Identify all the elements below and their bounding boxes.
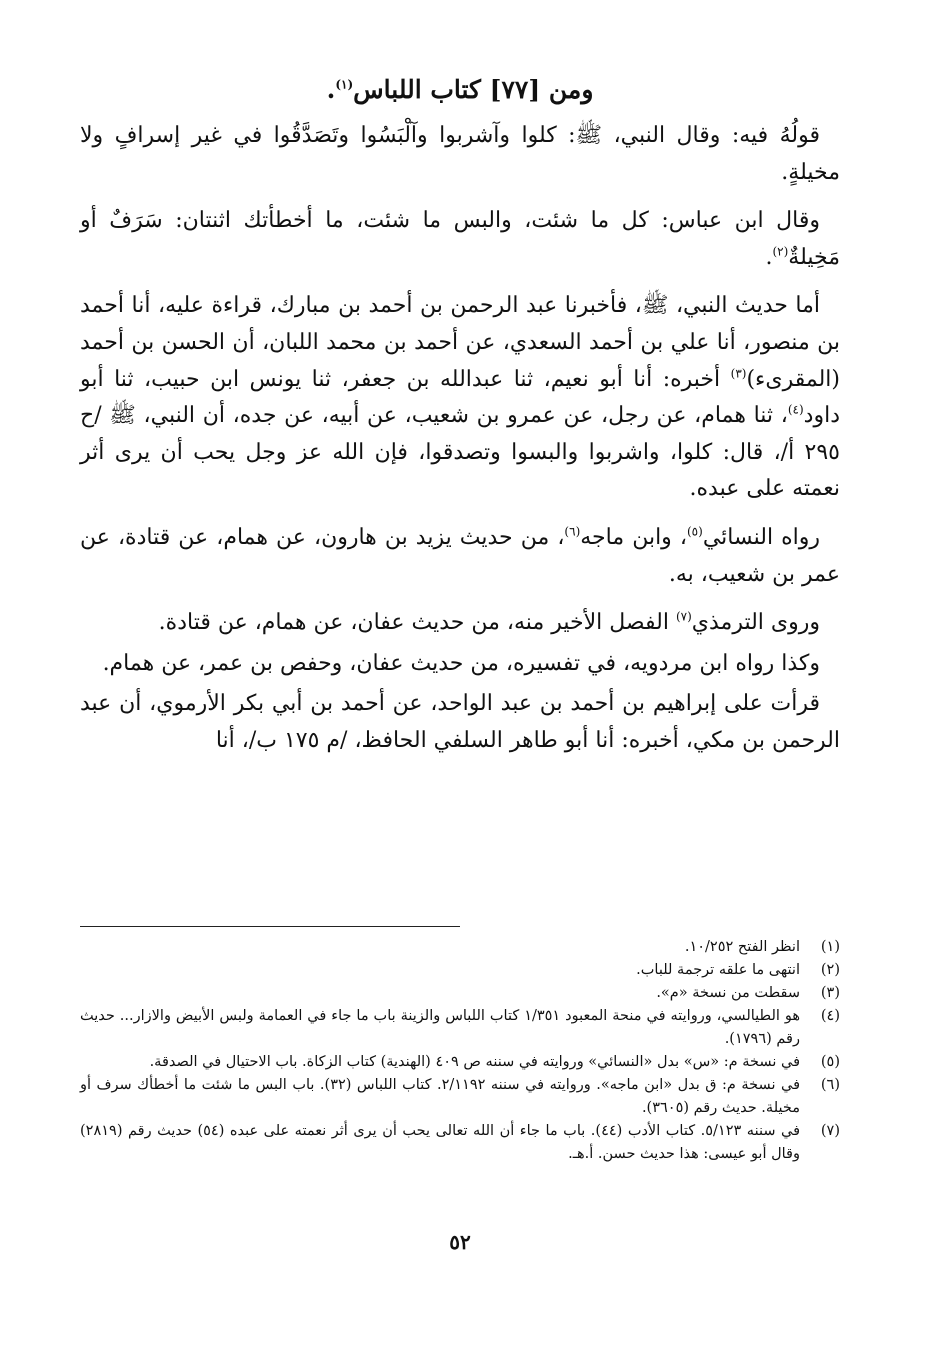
paragraph-tirmidhi (80, 605, 840, 642)
paragraph-text: ، ثنا همام، عن رجل، عن عمرو بن شعيب، عن أبيه، عن جده، أن النبي، ﷺ /ح ٢٩٥ أ/، قال: كلوا، واشربوا والبسوا وتصدقوا، فإن الله عز وجل يحب أن يرى أثر نعمته على عبده. (80, 403, 840, 502)
footnotes (80, 936, 840, 1166)
footnote-text: هو الطيالسي، وروايته في منحة المعبود ١/٣٥١ كتاب اللباس والزينة باب ما جاء في العمامة ولبس الأبيض والازار... حديث رقم (١٧٩٦). (80, 1008, 800, 1047)
footnote-number: (٦) (820, 1077, 840, 1093)
footnote-ref[interactable]: (١) (335, 77, 354, 92)
footnote-text: سقطت من نسخة «م». (656, 985, 800, 1001)
footnote-ref[interactable]: (٣) (730, 366, 747, 381)
footnote-text: انتهى ما علقه ترجمة للباب. (636, 962, 800, 978)
footnote-item (80, 1051, 840, 1074)
paragraph-text: قرأت على إبراهيم بن أحمد بن عبد الواحد، عن أحمد بن أبي بكر الأرموي، أن عبد الرحمن بن مكي، أخبره: أنا أبو طاهر السلفي الحافظ، /م ١٧٥ ب/، أنا (80, 691, 840, 753)
footnote-divider (80, 926, 460, 927)
paragraph-text: وكذا رواه ابن مردويه، في تفسيره، من حديث عفان، وحفص بن عمر، عن همام. (102, 650, 820, 676)
paragraph-isnad (80, 288, 840, 508)
paragraph-text: قولُهُ فيه: وقال النبي، ﷺ: كلوا وآشربوا وآلْبَسُوا وتَصَدَّقُوا في غير إسرافٍ ولا مخيلةٍ. (80, 123, 840, 185)
paragraph-text: الفصل الأخير منه، من حديث عفان، عن همام، عن قتادة. (158, 610, 676, 636)
paragraph-qaraat (80, 686, 840, 759)
footnote-ref[interactable]: (٥) (686, 524, 703, 539)
footnote-text: في سننه ٥/١٢٣. كتاب الأدب (٤٤). باب ما جاء أن الله تعالى يحب أن يرى أثر نعمته على عبده (٥٤) حديث رقم (٢٨١٩) وقال أبو عيسى: هذا حديث حسن. أ.هـ. (80, 1123, 801, 1162)
chapter-title-end: . (326, 75, 336, 104)
paragraph-text: . (765, 244, 773, 270)
footnote-item (80, 1074, 840, 1120)
footnote-number: (٣) (820, 985, 840, 1001)
footnote-number: (١) (820, 939, 840, 955)
paragraph-text: ، وابن ماجه (580, 524, 687, 550)
footnote-ref[interactable]: (٧) (675, 609, 692, 624)
footnote-text: في نسخة م: «س» بدل «النسائي» وروايته في سننه ص ٤٠٩ (الهندية) كتاب الزكاة. باب الاحتيال في الصدقة. (149, 1054, 800, 1070)
paragraph-text: ، من حديث يزيد بن هارون، عن همام، عن قتادة، عن عمر بن شعيب، به. (80, 524, 840, 587)
footnote-ref[interactable]: (٢) (772, 244, 789, 259)
paragraph-text: أما حديث النبي، ﷺ، فأخبرنا عبد الرحمن بن أحمد بن مبارك، قراءة عليه، أنا أحمد بن منصور، أنا علي بن أحمد السعدي، عن أحمد بن محمد اللبان، أن الحسن بن أحمد (المقرىء) (80, 293, 840, 392)
footnote-item (80, 982, 840, 1005)
footnote-ref[interactable]: (٦) (564, 524, 581, 539)
footnote-number: (٤) (820, 1008, 840, 1024)
footnote-text: انظر الفتح ١٠/٢٥٢. (684, 939, 800, 955)
paragraph-quote (80, 118, 840, 191)
paragraph-text: وقال ابن عباس: كل ما شئت، والبس ما شئت، ما أخطأتك اثنتان: سَرَفٌ أو مَخِيلةٌ (80, 208, 840, 270)
paragraph-text: أخبره: أنا أبو نعيم، ثنا عبدالله بن جعفر، ثنا يونس ابن حبيب، ثنا أبو داود (80, 366, 840, 429)
footnote-ref[interactable]: (٤) (787, 402, 804, 417)
chapter-title-text: ومن [٧٧] كتاب اللباس (353, 75, 594, 104)
paragraph-text: رواه النسائي (702, 524, 821, 550)
chapter-title (80, 70, 840, 110)
paragraph-text: وروى الترمذي (691, 610, 820, 636)
paragraph-nasai (80, 520, 840, 593)
footnote-item (80, 1120, 840, 1166)
footnote-item (80, 936, 840, 959)
footnote-item (80, 959, 840, 982)
page-number: ٥٢ (449, 1230, 471, 1254)
footnote-text: في نسخة م: ق بدل «ابن ماجه». وروايته في سننه ٢/١١٩٢. كتاب اللباس (٣٢). باب البس ما شئت ما أخطأك سرف أو مخيلة. حديث رقم (٣٦٠٥). (80, 1077, 801, 1116)
paragraph-ibn-mardawayh (80, 646, 840, 683)
book-page (80, 70, 840, 1350)
paragraph-ibn-abbas (80, 203, 840, 276)
footnote-number: (٢) (820, 962, 840, 978)
footnote-item (80, 1005, 840, 1051)
footnote-number: (٧) (820, 1123, 840, 1139)
footnote-number: (٥) (820, 1054, 840, 1070)
